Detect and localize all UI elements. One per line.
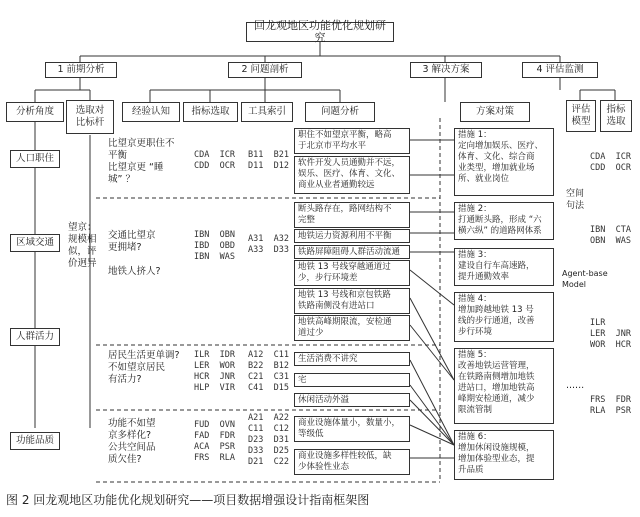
problem-6: 地铁 13 号线穿越通道过 少，步行环境差 bbox=[294, 260, 410, 286]
solution-3: 措施 3： 建设自行车高速路， 提升通勤效率 bbox=[454, 248, 554, 286]
problem-9: 生活消费不讲究 bbox=[294, 352, 410, 366]
stage-3: 3 解决方案 bbox=[410, 62, 482, 78]
problem-5: 铁路屏障阻碍人群活动流通 bbox=[294, 245, 410, 259]
angle-regional-traffic: 区域交通 bbox=[10, 234, 60, 252]
experience-4: 功能不如望 京多样化? 公共空间品 质欠佳? bbox=[108, 418, 156, 465]
eval-indicators-3: ILR LER JNR WOR HCR bbox=[590, 318, 631, 350]
problem-7: 地铁 13 号线和京包铁路 铁路南侧没有进站口 bbox=[294, 288, 410, 314]
eval-indicators-2: IBN CTA OBN WAS bbox=[590, 225, 631, 246]
stage-1: 1 前期分析 bbox=[45, 62, 117, 78]
col-benchmark: 选取对 比标杆 bbox=[66, 100, 114, 134]
indicators-1: CDA ICR CDD OCR bbox=[194, 150, 235, 171]
problem-2: 软件开发人员通勤并不远， 娱乐、医疗、体育、文化、 商业从业者通勤较远 bbox=[294, 156, 410, 194]
tools-2: A31 A32 A33 D33 bbox=[248, 234, 289, 255]
stage-2: 2 问题剖析 bbox=[228, 62, 302, 78]
experience-3: 居民生活更单调? 不如望京居民 有活力? bbox=[108, 350, 180, 385]
angle-functional-quality: 功能品质 bbox=[10, 432, 60, 450]
indicators-2: IBN OBN IBD OBD IBN WAS bbox=[194, 230, 235, 262]
col-indicator: 指标选取 bbox=[183, 102, 238, 122]
solution-2: 措施 2： 打通断头路，形成 “六 横六纵” 的道路网体系 bbox=[454, 202, 554, 240]
experience-2: 交通比望京 更拥堵? 地铁人挤人? bbox=[108, 230, 161, 277]
col-analysis-angle: 分析角度 bbox=[6, 102, 64, 122]
eval-model-agent-based: Agent-base Model bbox=[562, 269, 608, 289]
angle-crowd-vitality: 人群活力 bbox=[10, 328, 60, 346]
solution-5: 措施 5： 改善地铁运营管理， 在铁路南侧增加地铁 进站口，增加地铁高 峰期安检通道，减少 限流管制 bbox=[454, 348, 554, 424]
problem-13: 商业设施多样性较低，缺 少体验性业态 bbox=[294, 449, 410, 475]
problem-11: 休闲活动外溢 bbox=[294, 393, 410, 407]
col-tools: 工具索引 bbox=[241, 102, 293, 122]
figure-caption: 图 2 回龙观地区功能优化规划研究——项目数据增强设计指南框架图 bbox=[6, 493, 370, 507]
problem-8: 地铁高峰期限流，安检通 道过少 bbox=[294, 315, 410, 341]
indicators-4: FUD OVN FAD FDR ACA PSR FRS RLA bbox=[194, 420, 235, 463]
col-experience: 经验认知 bbox=[122, 102, 180, 122]
col-eval-model: 评估 模型 bbox=[566, 100, 596, 132]
experience-1: 比望京更职住不 平衡 比望京更 “睡 城” ？ bbox=[108, 138, 175, 185]
solution-6: 措施 6： 增加休闲设施规模， 增加体验型业态，提 升品质 bbox=[454, 430, 554, 480]
diagram-title: 回龙观地区功能优化规划研究 bbox=[246, 22, 394, 42]
indicators-3: ILR IDR LER WOR HCR JNR HLP VIR bbox=[194, 350, 235, 393]
tools-4: A21 A22 C11 C12 D23 D31 D33 D25 D21 C22 bbox=[248, 413, 289, 467]
eval-model-space-syntax: 空间 句法 bbox=[566, 189, 585, 211]
problem-10: 宅 bbox=[294, 373, 410, 387]
benchmark-text: 望京： 规模相 似，评 价迥异 bbox=[68, 222, 97, 269]
solution-4: 措施 4： 增加跨越地铁 13 号 线的步行通道，改善 步行环境 bbox=[454, 292, 554, 342]
problem-3: 断头路存在，路网结构不 完整 bbox=[294, 202, 410, 228]
problem-12: 商业设施体量小，数量小， 等级低 bbox=[294, 416, 410, 442]
eval-indicators-1: CDA ICR CDD OCR bbox=[590, 152, 631, 173]
tools-3: A12 C11 B22 B12 C21 C31 C41 D15 bbox=[248, 350, 289, 393]
tools-1: B11 B21 D11 D12 bbox=[248, 150, 289, 171]
col-solutions: 方案对策 bbox=[460, 102, 530, 122]
problem-1: 职住不如望京平衡，略高 于北京市平均水平 bbox=[294, 128, 410, 154]
col-eval-indicator: 指标 选取 bbox=[600, 100, 632, 132]
solution-1: 措施 1： 定向增加娱乐、医疗、 体育、文化、综合商 业类型，增加就业场 所、就业岗位 bbox=[454, 128, 554, 196]
eval-indicators-4: FRS FDR RLA PSR bbox=[590, 395, 631, 416]
problem-4: 地铁运力资源利用不平衡 bbox=[294, 229, 410, 243]
col-problems: 问题分析 bbox=[305, 102, 375, 122]
eval-model-more: ...... bbox=[566, 380, 585, 391]
angle-population-jobs: 人口职住 bbox=[10, 150, 60, 168]
stage-4: 4 评估监测 bbox=[522, 62, 598, 78]
